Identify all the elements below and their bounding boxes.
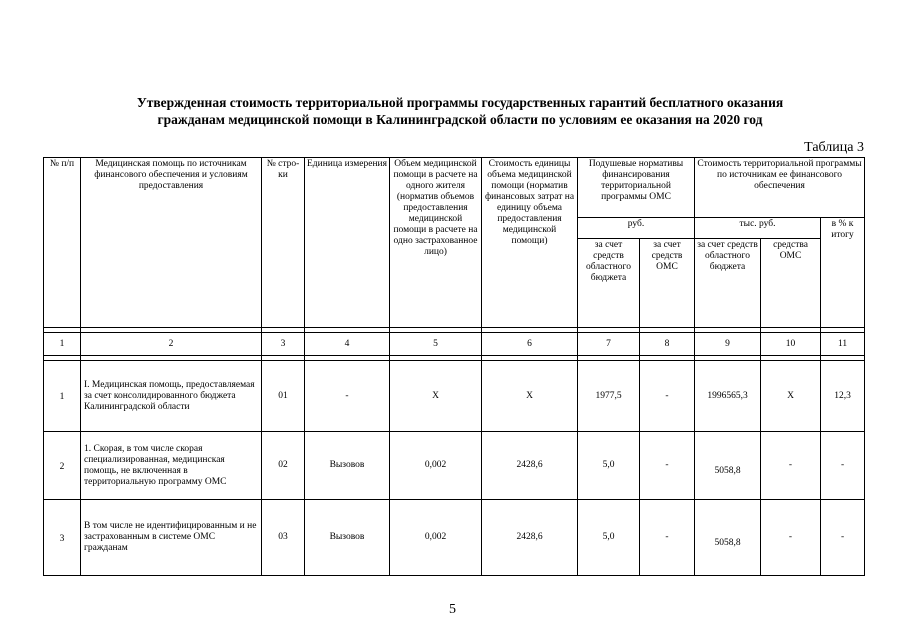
col-number: 9 [695, 333, 761, 356]
row-cost: 2428,6 [482, 432, 578, 500]
row-volume: 0,002 [390, 500, 482, 576]
row-number: 2 [44, 432, 81, 500]
row-cost: X [482, 361, 578, 432]
col-number: 7 [578, 333, 640, 356]
row-prog-oms: - [761, 432, 821, 500]
row-norm-budget: 5,0 [578, 432, 640, 500]
col-number: 11 [821, 333, 865, 356]
row-name: I. Медицинская помощь, предоставляемая за счет консолидированного бюджета Калининградской области [81, 361, 262, 432]
col-number: 6 [482, 333, 578, 356]
col-number: 8 [640, 333, 695, 356]
row-norm-budget: 1977,5 [578, 361, 640, 432]
row-cost: 2428,6 [482, 500, 578, 576]
header-col-4: Единица измерения [305, 158, 390, 328]
column-numbers-row [44, 333, 865, 356]
row-unit: Вызовов [305, 432, 390, 500]
row-line: 02 [262, 432, 305, 500]
table-row [44, 432, 865, 500]
header-col-9: за счет средств областного бюджета [695, 239, 761, 328]
document-title [60, 94, 860, 128]
row-pct: 12,3 [821, 361, 865, 432]
page-number: 5 [449, 602, 456, 617]
row-pct: - [821, 432, 865, 500]
row-norm-oms: - [640, 432, 695, 500]
row-norm-oms: - [640, 500, 695, 576]
table-caption: Таблица 3 [804, 140, 864, 155]
row-name: В том числе не идентифицированным и не застрахованным в системе ОМС гражданам [81, 500, 262, 576]
row-unit: Вызовов [305, 500, 390, 576]
row-line: 03 [262, 500, 305, 576]
header-col-1: № п/п [44, 158, 81, 328]
header-col-7: за счет средств областного бюджета [578, 239, 640, 328]
table-row [44, 500, 865, 576]
row-prog-oms: - [761, 500, 821, 576]
row-norm-oms: - [640, 361, 695, 432]
header-col-5: Объем медицинской помощи в расчете на одного жителя (норматив объемов предоставления медицинской помощи в расчете на одно застрахованное лицо) [390, 158, 482, 328]
row-prog-oms: X [761, 361, 821, 432]
row-number: 1 [44, 361, 81, 432]
col-number: 2 [81, 333, 262, 356]
row-volume: 0,002 [390, 432, 482, 500]
title-line-1: Утвержденная стоимость территориальной программы государственных гарантий бесплатного оказания [136, 95, 784, 110]
header-col-2: Медицинская помощь по источникам финансового обеспечения и условиям предоставления [81, 158, 262, 328]
row-unit: - [305, 361, 390, 432]
row-volume: X [390, 361, 482, 432]
header-col-3: № стро-ки [262, 158, 305, 328]
header-group-norms: Подушевые нормативы финансирования территориальной программы ОМС [578, 158, 695, 218]
row-number: 3 [44, 500, 81, 576]
col-number: 4 [305, 333, 390, 356]
header-thous-rub: тыс. руб. [695, 218, 821, 239]
col-number: 1 [44, 333, 81, 356]
header-rub: руб. [578, 218, 695, 239]
title-line-2: гражданам медицинской помощи в Калининградской области по условиям ее оказания на 2020 год [157, 112, 763, 127]
header-col-6: Стоимость единицы объема медицинской помощи (норматив финансовых затрат на единицу объема предоставления медицинской помощи) [482, 158, 578, 328]
row-pct: - [821, 500, 865, 576]
header-col-10: средства ОМС [761, 239, 821, 328]
row-prog-budget: 5058,8 [695, 432, 761, 500]
header-col-8: за счет средств ОМС [640, 239, 695, 328]
row-name: 1. Скорая, в том числе скорая специализированная, медицинская помощь, не включенная в территориальную программу ОМС [81, 432, 262, 500]
row-norm-budget: 5,0 [578, 500, 640, 576]
row-prog-budget: 5058,8 [695, 500, 761, 576]
col-number: 5 [390, 333, 482, 356]
row-prog-budget: 1996565,3 [695, 361, 761, 432]
header-pct: в % к итогу [821, 218, 865, 328]
col-number: 10 [761, 333, 821, 356]
cost-table [43, 157, 865, 576]
table-row [44, 361, 865, 432]
header-group-program-cost: Стоимость территориальной программы по источникам ее финансового обеспечения [695, 158, 865, 218]
row-line: 01 [262, 361, 305, 432]
col-number: 3 [262, 333, 305, 356]
